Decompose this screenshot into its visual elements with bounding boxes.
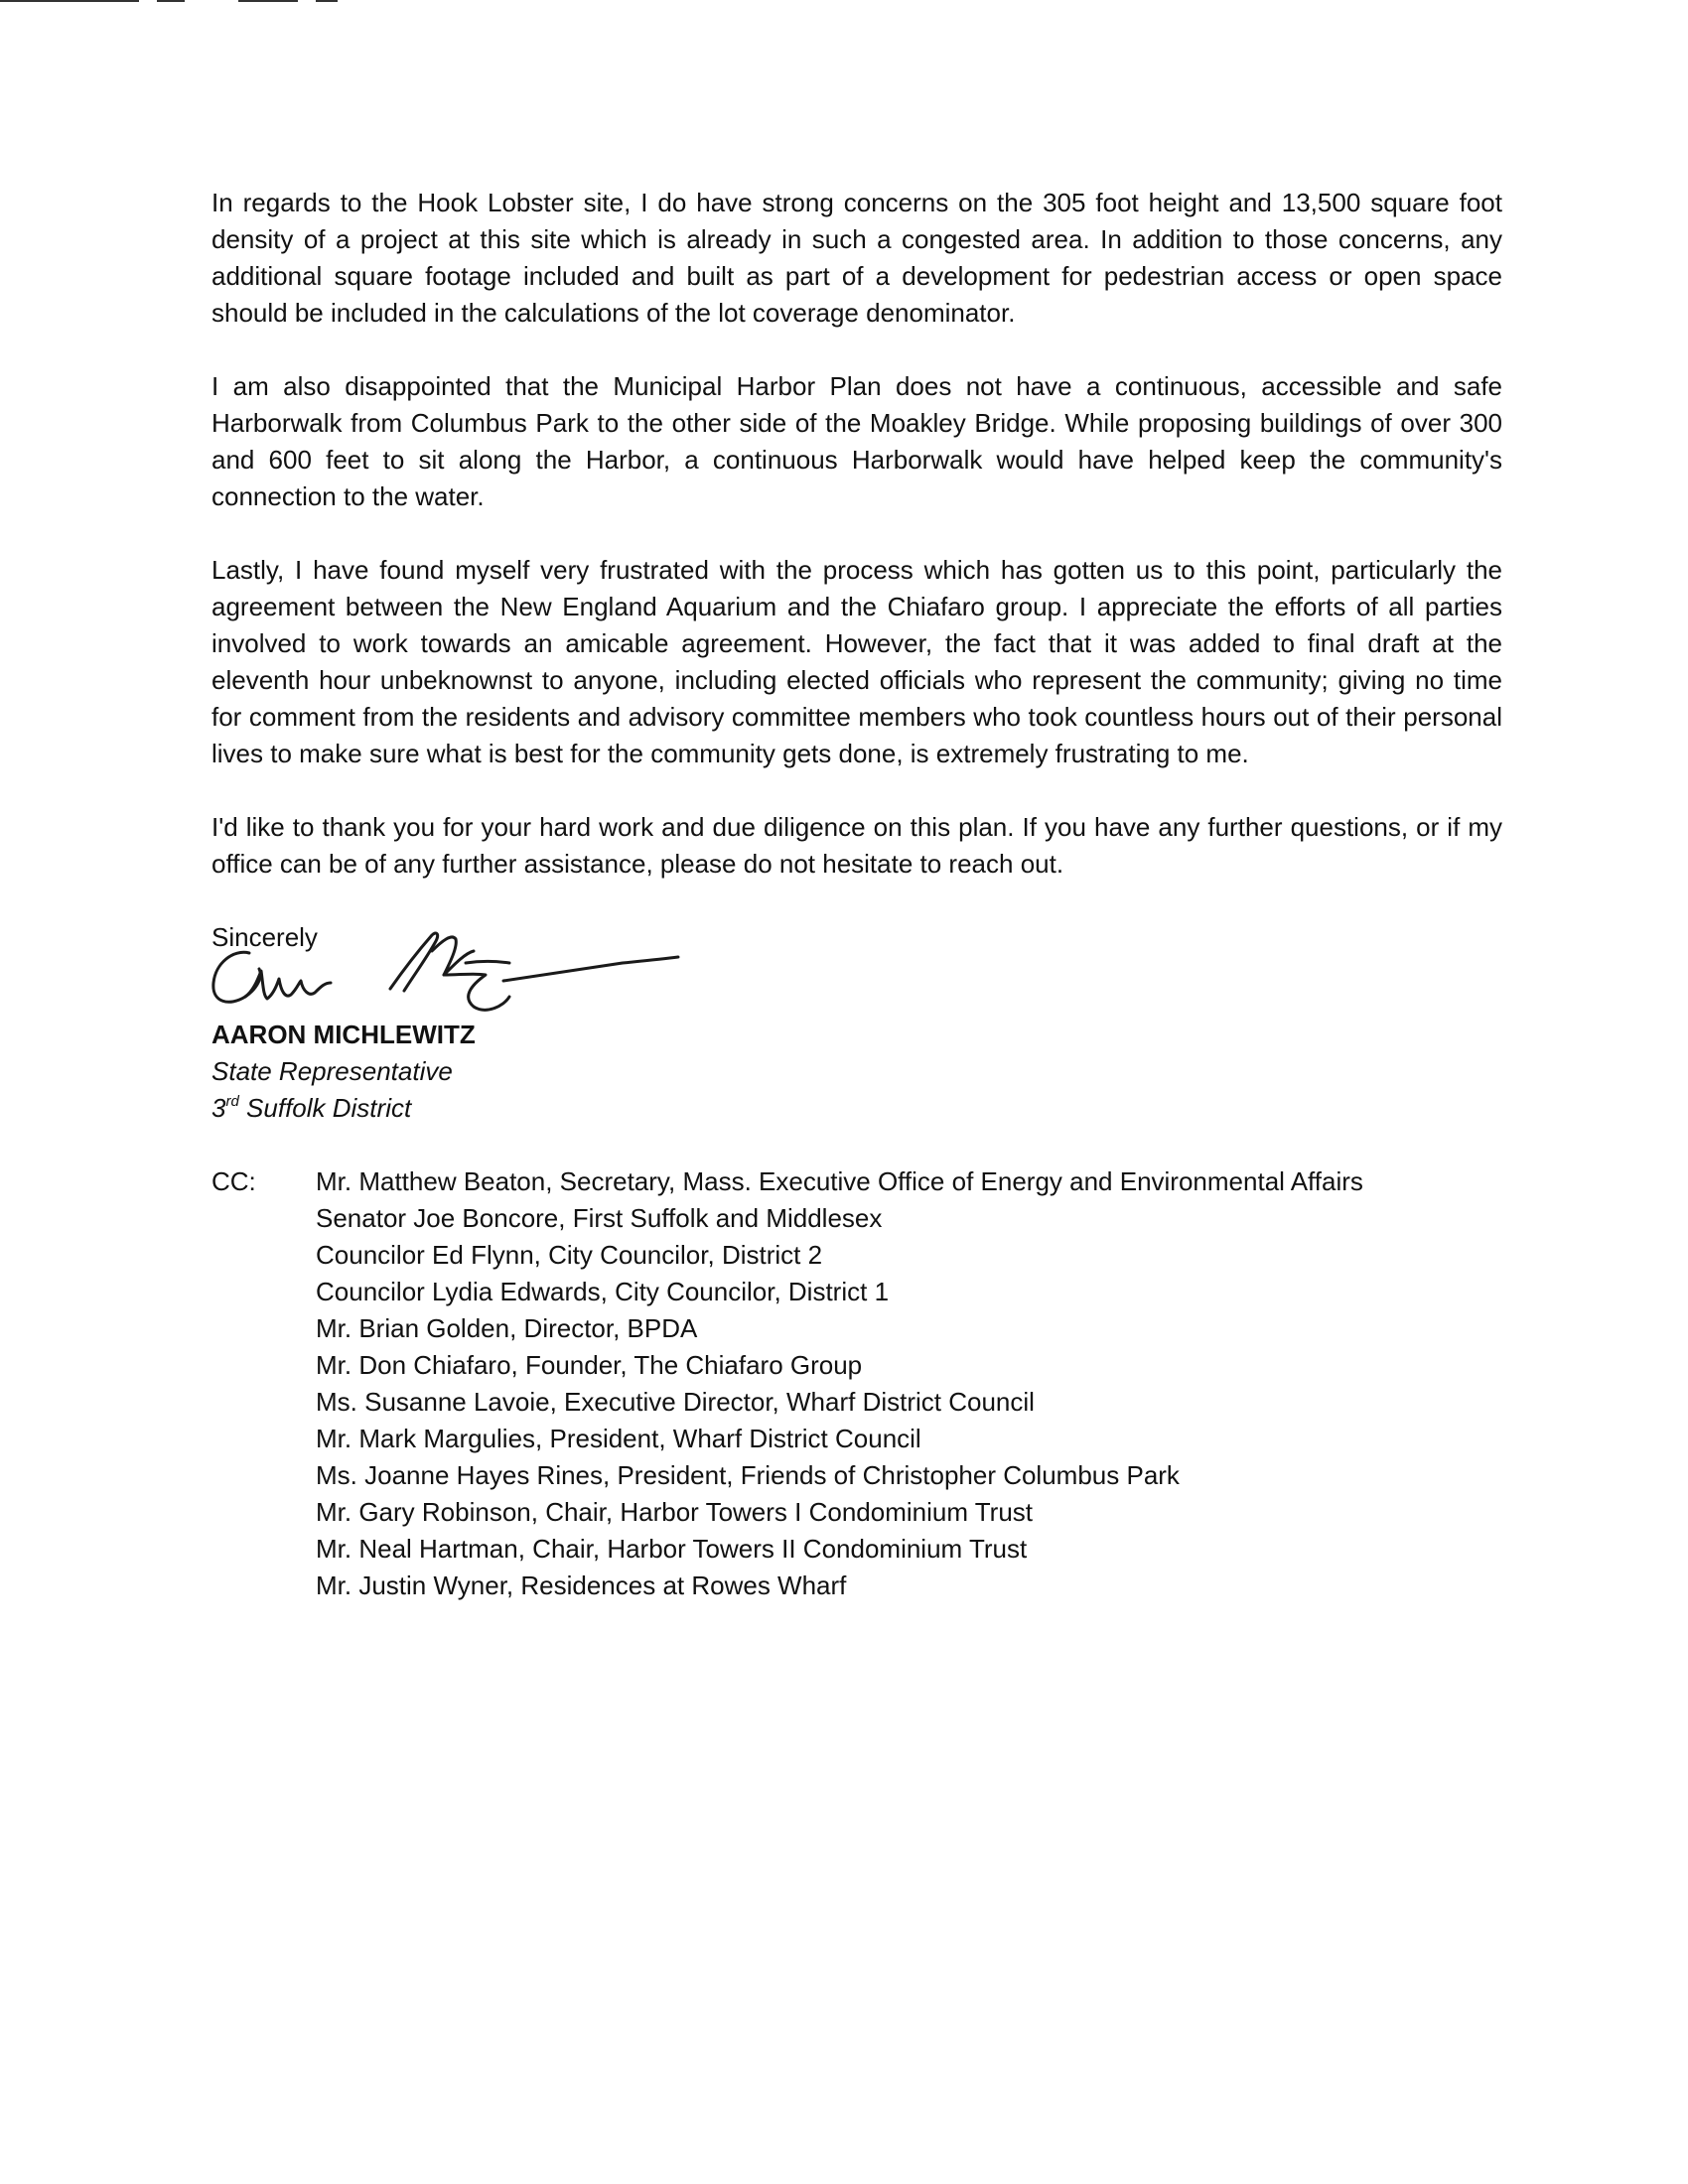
- cc-recipient: Mr. Neal Hartman, Chair, Harbor Towers II Condominium Trust: [316, 1534, 1028, 1564]
- paragraph-thanks: I'd like to thank you for your hard work and due diligence on this plan. If you have any further questions, or if my office can be of any further assistance, please do not hesitate to reach out.: [211, 812, 1502, 879]
- cc-recipient: Mr. Don Chiafaro, Founder, The Chiafaro Group: [316, 1350, 863, 1380]
- cc-recipient: Ms. Susanne Lavoie, Executive Director, Wharf District Council: [316, 1387, 1035, 1417]
- cc-recipient-list: [316, 1163, 1363, 1604]
- cc-recipient: Senator Joe Boncore, First Suffolk and Middlesex: [316, 1203, 883, 1233]
- district-number: 3: [211, 1093, 226, 1123]
- paragraph-process: Lastly, I have found myself very frustrated with the process which has gotten us to this point, particularly the agreement between the New England Aquarium and the Chiafaro group. I appreciate the efforts of all parties involved to work towards an amicable agreement. However, the fact that it was added to final draft at the eleventh hour unbeknownst to anyone, including elected officials who represent the community; giving no time for comment from the residents and advisory committee members who took countless hours out of their personal lives to make sure what is best for the community gets done, is extremely frustrating to me.: [211, 555, 1502, 768]
- signature-block: [211, 919, 1502, 1017]
- signer-name: AARON MICHLEWITZ: [211, 1020, 476, 1049]
- cc-recipient: Councilor Ed Flynn, City Councilor, District 2: [316, 1240, 823, 1270]
- cc-section: [211, 1163, 1502, 1604]
- closing: Sincerely: [211, 922, 318, 952]
- signer-title: State Representative: [211, 1056, 453, 1086]
- cc-recipient: Councilor Lydia Edwards, City Councilor, District 1: [316, 1277, 890, 1306]
- cc-recipient: Ms. Joanne Hayes Rines, President, Friends of Christopher Columbus Park: [316, 1460, 1180, 1490]
- district-name: Suffolk District: [246, 1093, 412, 1123]
- cc-recipient: Mr. Mark Margulies, President, Wharf District Council: [316, 1424, 921, 1453]
- cc-recipient: Mr. Justin Wyner, Residences at Rowes Wharf: [316, 1570, 847, 1600]
- handwritten-signature: [206, 911, 682, 1021]
- paragraph-hook-lobster: In regards to the Hook Lobster site, I do have strong concerns on the 305 foot height and 13,500 square foot density of a project at this site which is already in such a congested area. In addition to those concerns, any additional square footage included and built as part of a development for pedestrian access or open space should be included in the calculations of the lot coverage denominator.: [211, 188, 1502, 328]
- paragraph-harborwalk: I am also disappointed that the Municipal Harbor Plan does not have a continuous, accessible and safe Harborwalk from Columbus Park to the other side of the Moakley Bridge. While proposing buildings of over 300 and 600 feet to sit along the Harbor, a continuous Harborwalk would have helped keep the community's connection to the water.: [211, 371, 1502, 511]
- cc-label: CC:: [211, 1166, 256, 1196]
- cc-recipient: Mr. Brian Golden, Director, BPDA: [316, 1313, 698, 1343]
- letter-body: [211, 185, 1502, 1604]
- district-suffix: rd: [225, 1093, 239, 1110]
- cc-recipient: Mr. Gary Robinson, Chair, Harbor Towers I Condominium Trust: [316, 1497, 1034, 1527]
- cc-recipient: Mr. Matthew Beaton, Secretary, Mass. Executive Office of Energy and Environmental Affairs: [316, 1166, 1363, 1196]
- scan-edge-mark: [238, 0, 298, 2]
- scan-edge-mark: [316, 0, 338, 2]
- signer-district: [211, 1090, 1502, 1127]
- scan-edge-mark: [0, 0, 139, 2]
- scan-edge-mark: [157, 0, 185, 2]
